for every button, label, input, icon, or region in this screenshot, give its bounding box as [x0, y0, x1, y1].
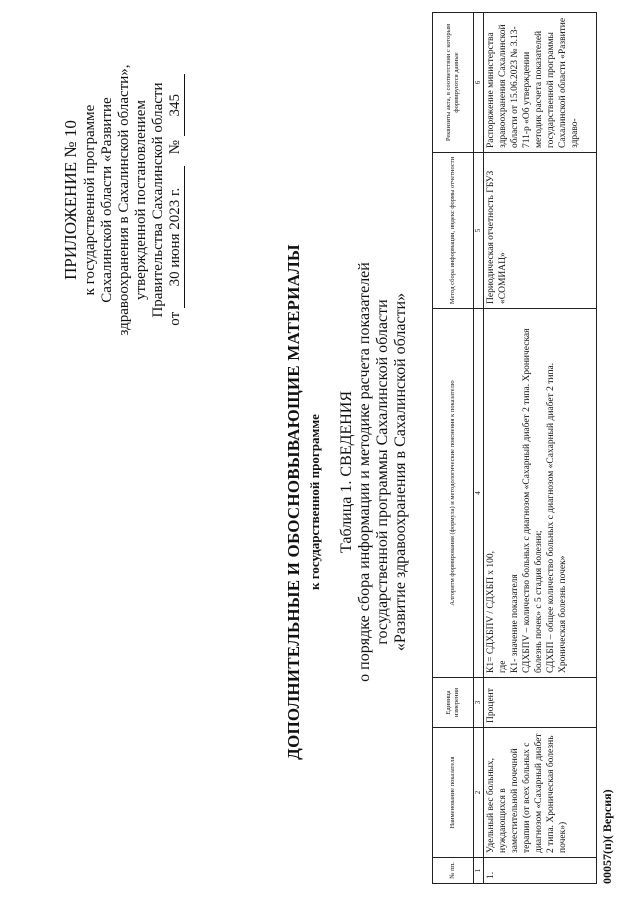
algorithm-line: где [498, 660, 508, 673]
column-number: 3 [474, 678, 484, 728]
document-code: 00057(п)( Версия) [600, 789, 614, 884]
number-label: № [167, 140, 183, 155]
algorithm-line: К1- значение показателя [510, 574, 520, 673]
indicator-name: Удельный вес больных, нуждающихся в заместительной почечной терапии (от всех больных с диагнозом «Сахарный диабет 2 типа. Хроническая болезнь почек») [484, 728, 597, 858]
from-label: от [167, 311, 183, 326]
appendix-title: ПРИЛОЖЕНИЕ № 10 [61, 120, 80, 280]
column-number: 2 [474, 728, 484, 858]
column-number: 6 [474, 13, 484, 153]
algorithm-line: СДХБП – общее количество больных с диагнозом «Сахарный диабет 2 типа. Хроническая болезнь почек» [546, 362, 568, 673]
approval-line: к государственной программе [82, 104, 98, 296]
column-header: Наименование показателя [433, 728, 474, 858]
column-number: 4 [474, 309, 484, 678]
table-title [338, 192, 410, 752]
approval-date: 30 июня 2023 г. [167, 166, 185, 308]
table-title-line: о порядке сбора информации и методике расчета показателей [356, 262, 373, 682]
act-details: Распоряжение министерства здравоохранения Сахалинской области от 15.06.2023 № 3.13-711-р «Об утверждении методик расчета показателей государственной программы Сахалинской области «Развитие здраво- [484, 13, 597, 153]
indicator-algorithm [484, 309, 597, 678]
approval-date-row [167, 10, 185, 390]
column-header: Единица измерения [433, 678, 474, 728]
row-number: 1. [484, 858, 597, 884]
table-title-line: «Развитие здравоохранения в Сахалинской области» [392, 292, 409, 652]
column-header: Реквизиты акта, в соответствии с которым формируются данные [433, 13, 474, 153]
indicator-unit: Процент [484, 678, 597, 728]
column-header: Метод сбора информации, индекс формы отчетности [433, 153, 474, 309]
algorithm-line: СДХБПV – количество больных с диагнозом «Сахарный диабет 2 типа. Хроническая болезнь почек» с 5 стадия болезни; [522, 328, 544, 673]
indicators-table [432, 12, 597, 884]
approval-line: утвержденной постановлением [133, 100, 149, 300]
approval-line: Сахалинской области «Развитие [99, 97, 115, 303]
column-header: Алгоритм формирования (формула) и методологические пояснения к показателю [433, 309, 474, 678]
collection-method: Периодическая отчетность ГБУЗ «СОМИАЦ» [484, 153, 597, 309]
table-row [484, 13, 597, 884]
table-title-line: Таблица 1. СВЕДЕНИЯ [338, 391, 355, 554]
main-title: ДОПОЛНИТЕЛЬНЫЕ И ОБОСНОВЫВАЮЩИЕ МАТЕРИАЛЫ [284, 244, 303, 760]
column-number-row [474, 13, 484, 884]
approval-line: Правительства Сахалинской области [150, 82, 166, 318]
approval-block [62, 10, 185, 390]
column-number: 5 [474, 153, 484, 309]
table-header-row [433, 13, 474, 884]
approval-line: здравоохранения в Сахалинской области», [116, 64, 132, 336]
column-header: № пп. [433, 858, 474, 884]
approval-number: 345 [167, 74, 185, 136]
table-title-line: государственной программы Сахалинской области [374, 299, 391, 645]
column-number: 1 [474, 858, 484, 884]
sub-title: к государственной программе [307, 414, 322, 590]
algorithm-line: К1= СДХБПV / СДХБП х 100, [486, 550, 496, 673]
